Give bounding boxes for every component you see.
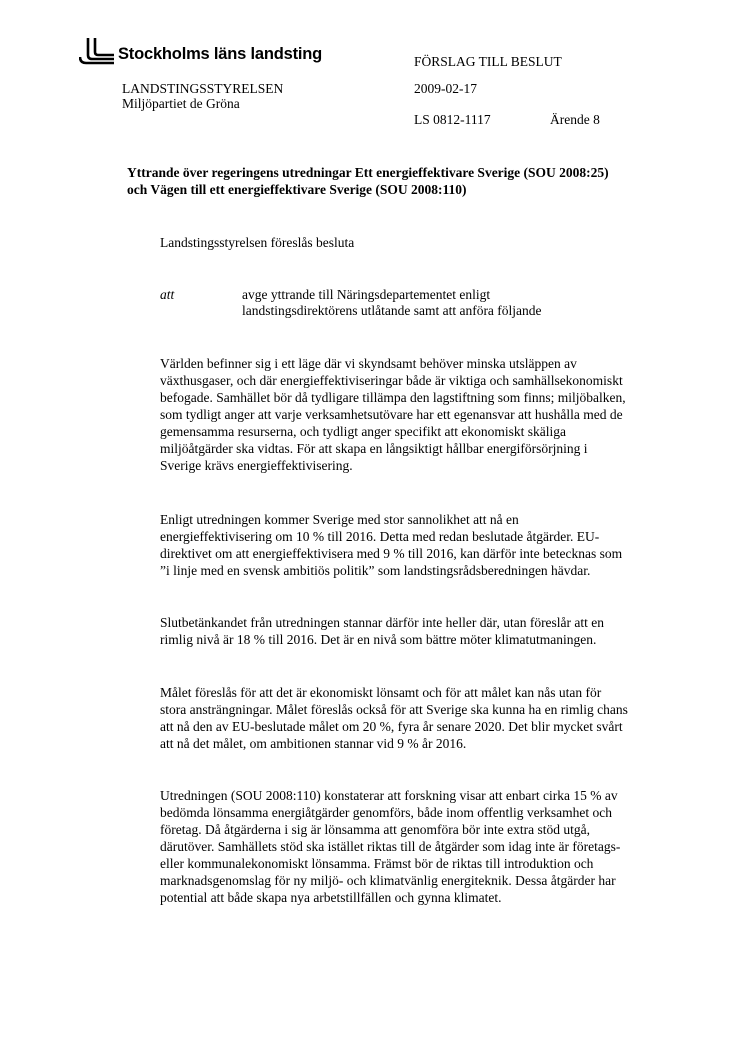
logo-wordmark: Stockholms läns landsting — [118, 44, 323, 63]
paragraph-3: Slutbetänkandet från utredningen stannar därför inte heller där, utan föreslår att en rimlig nivå är 18 % till 2016. Det är en nivå som bättre möter klimatutmaningen. — [160, 615, 605, 647]
paragraph-2: Enligt utredningen kommer Sverige med stor sannolikhet att nå en energieffektivisering om 10 % till 2016. Detta med redan beslutade åtgärder. EU-direktivet om att energieffektivisera med 9 % till 2016, kan därför inte betecknas som ”i linje med en svensk ambitiös politik” som landstingsrådsberedningen hävdar. — [160, 512, 623, 578]
att-label: att — [160, 287, 175, 302]
document-date: 2009-02-17 — [414, 81, 477, 96]
paragraph-4: Målet föreslås för att det är ekonomiskt lönsamt och för att målet kan nås utan för stora ansträngningar. Målet föreslås också för att Sverige ska kunna ha en rimlig chans att nå den av EU-beslutade målet om 20 %, fyra år senare 2020. Det blir mycket svårt att nå det målet, om ambitionen stannar vid 9 % år 2016. — [160, 685, 628, 751]
paragraph-1: Världen befinner sig i ett läge där vi skyndsamt behöver minska utsläppen av växthusgaser, och där energieffektiviseringar både är viktiga och samhällsekonomiskt befogade. Samhället bör då tydligare tillämpa den lagstiftning som finns; miljöbalken, som tydligt anger att varje verksamhetsutövare har ett egenansvar att hushålla med de gemensamma resurserna, och tydligt anger specifikt att ekonomiskt skäliga miljöåtgärder ska vidtas. För att skapa en långsiktigt hållbar energiförsörjning i Sverige krävs energieffektivisering. — [160, 356, 626, 473]
agenda-item: Ärende 8 — [550, 112, 600, 127]
paragraph-5: Utredningen (SOU 2008:110) konstaterar att forskning visar att enbart cirka 15 % av bedömda lönsamma energiåtgärder genomförs, både inom offentlig verksamhet och företag. Då åtgärderna i sig är lönsamma att genomföra bör inte extra stöd utgå, därutöver. Samhällets stöd ska istället riktas till de åtgärder som idag inte är företags- eller kommunalekonomiskt lönsamma. Främst bör de riktas till introduktion och marknadsgenomslag för ny miljö- och klimatvänlig energiteknik. Dessa åtgärder har potential att både skapa nya arbetstillfällen och gynna klimatet. — [160, 788, 621, 905]
reference-number: LS 0812-1117 — [414, 112, 491, 127]
document-type: FÖRSLAG TILL BESLUT — [414, 54, 562, 69]
document-title: Yttrande över regeringens utredningar Ett energieffektivare Sverige (SOU 2008:25) och Vägen till ett energieffektivare Sverige (SOU 2008:110) — [127, 165, 609, 197]
sll-logo-icon — [79, 36, 115, 66]
organization-logo — [79, 36, 322, 66]
department-name: LANDSTINGSSTYRELSEN — [122, 81, 284, 96]
att-text-line-2: landstingsdirektörens utlåtande samt att anföra följande — [242, 303, 542, 318]
proposal-intro: Landstingsstyrelsen föreslås besluta — [160, 235, 355, 250]
att-text-line-1: avge yttrande till Näringsdepartementet enligt — [242, 287, 491, 302]
party-name: Miljöpartiet de Gröna — [122, 96, 240, 111]
